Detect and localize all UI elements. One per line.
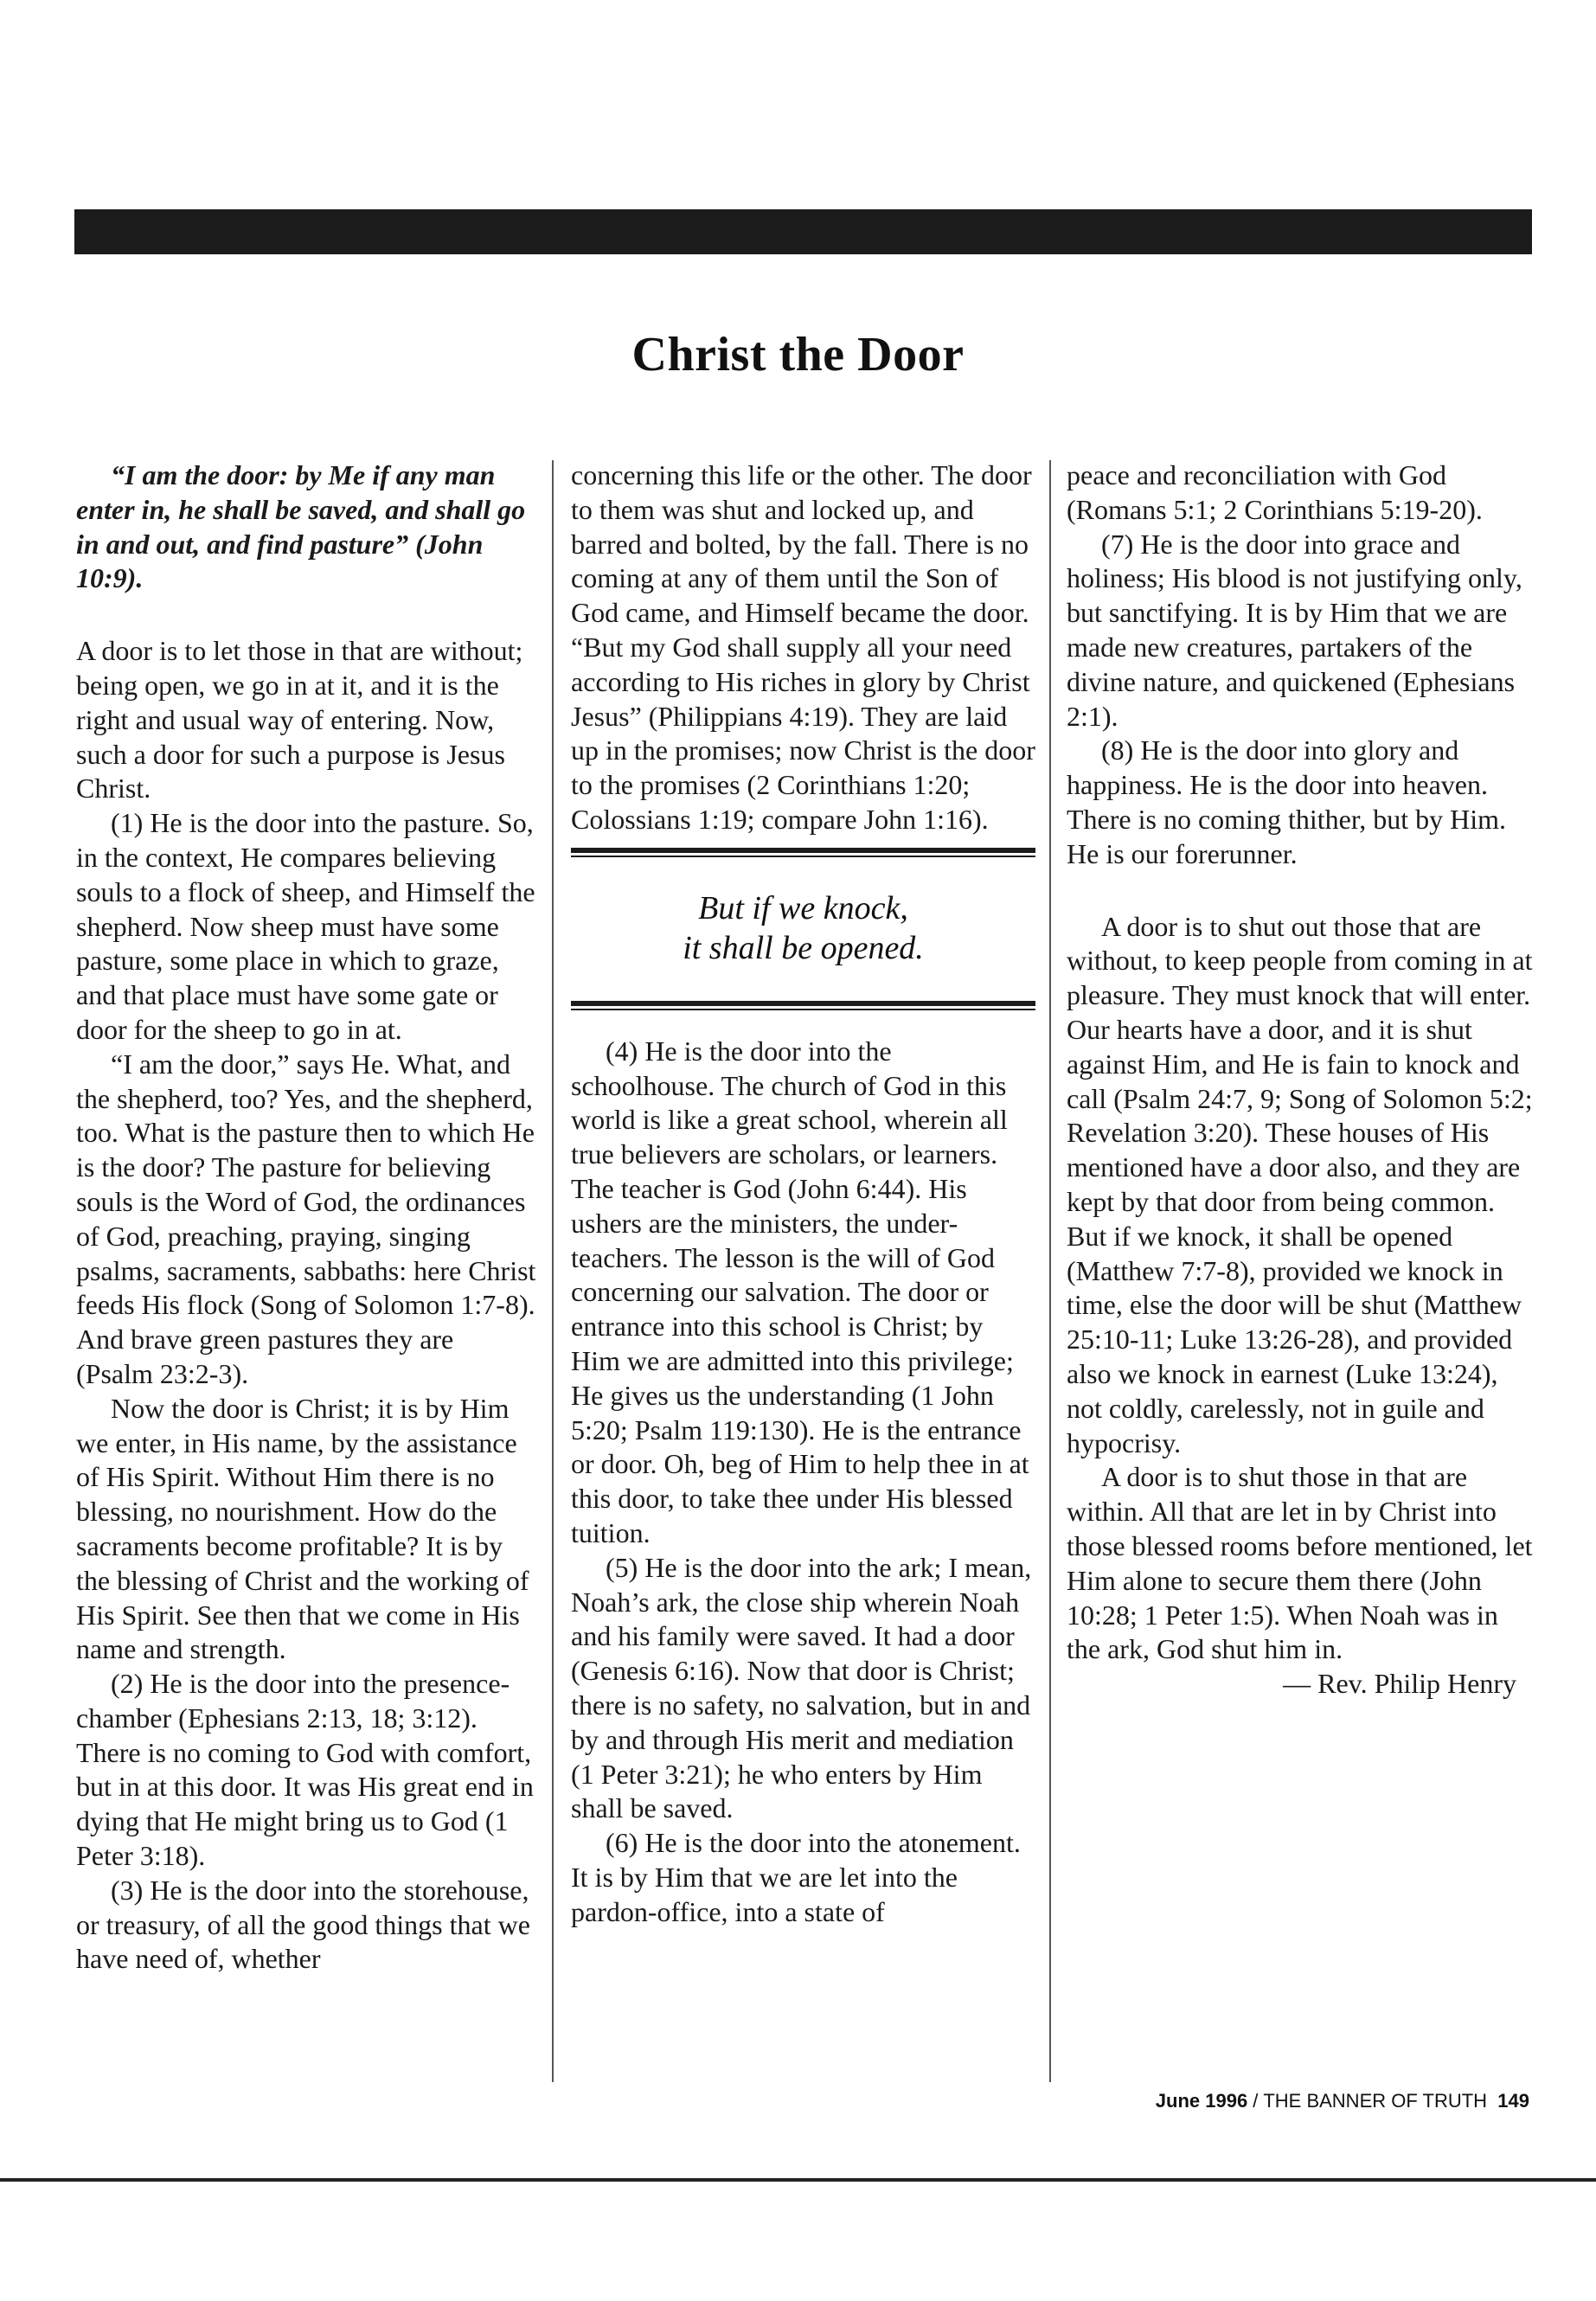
paragraph: peace and reconciliation with God (Romans 5:1; 2 Corinthians 5:19-20).	[1067, 459, 1483, 525]
paragraph: concerning this life or the other. The door to them was shut and locked up, and barred and bolted, by the fall. There is no coming at any of them until the Son of God came, and Himself became the door. “But my God shall supply all your need according to His riches in glory by Christ Jesus” (Philippians 4:19). They are laid up in the promises; now Christ is the door to the promises (2 Corinthians 1:20; Colossians 1:19; compare John 1:16).	[571, 459, 1035, 835]
footer-date: June 1996	[1155, 2090, 1248, 2112]
epigraph: “I am the door: by Me if any man enter in, he shall be saved, and shall go in and out, and find pasture” (John 10:9).	[76, 459, 526, 594]
pull-quote-line: But if we knock,	[698, 889, 908, 926]
column-3	[1067, 458, 1534, 1702]
paragraph: A door is to let those in that are without; being open, we go in at it, and it is the right and usual way of entering. Now, such a door for such a purpose is Jesus Christ.	[76, 635, 523, 804]
footer-publication: THE BANNER OF TRUTH	[1263, 2090, 1488, 2112]
pull-quote-rule-top	[571, 848, 1035, 857]
article-title: Christ the Door	[631, 328, 965, 381]
spacer	[76, 596, 536, 634]
page-footer	[1156, 2090, 1529, 2112]
paragraph: (1) He is the door into the pasture. So, in the context, He compares believing souls to a flock of sheep, and Himself the shepherd. Now sheep must have some pasture, some place in which to graze, and that place must have some gate or door for the sheep to go in at.	[76, 807, 535, 1045]
paragraph: (5) He is the door into the ark; I mean, Noah’s ark, the close ship wherein Noah and his family were saved. It had a door (Genesis 6:16). Now that door is Christ; there is no safety, no salvation, but in and by and through His merit and mediation (1 Peter 3:21); he who enters by Him shall be saved.	[571, 1551, 1032, 1824]
attribution: — Rev. Philip Henry	[1283, 1668, 1516, 1700]
paragraph: (7) He is the door into grace and holiness; His blood is not justifying only, but sanctifying. It is by Him that we are made new creatures, partakers of the divine nature, and quickened (Ephesians 2:1).	[1067, 528, 1522, 732]
footer-separator: /	[1253, 2090, 1259, 2112]
column-divider	[552, 460, 554, 2082]
column-divider	[1049, 460, 1051, 2082]
paragraph: (4) He is the door into the schoolhouse. The church of God in this world is like a great school, wherein all true believers are scholars, or learners. The teacher is God (John 6:44). His ushers are the ministers, the under-teachers. The lesson is the will of God concerning our salvation. The door or entrance into this school is Christ; by Him we are admitted into this privilege; He gives us the understanding (1 John 5:20; Psalm 119:130). He is the entrance or door. Oh, beg of Him to help thee in at this door, to take thee under His blessed tuition.	[571, 1035, 1029, 1548]
spacer	[1067, 872, 1534, 910]
paragraph: “I am the door,” says He. What, and the shepherd, too? Yes, and the shepherd, too. What is the pasture then to which He is the door? The pasture for believing souls is the Word of God, the ordinances of God, preaching, praying, singing psalms, sacraments, sabbaths: here Christ feeds His flock (Song of Solomon 1:7-8). And brave green pastures they are (Psalm 23:2-3).	[76, 1048, 536, 1389]
pull-quote-rule-bottom	[571, 1001, 1035, 1010]
column-1	[76, 458, 536, 1977]
page-number: 149	[1497, 2090, 1529, 2112]
paragraph: Now the door is Christ; it is by Him we enter, in His name, by the assistance of His Spirit. Without Him there is no blessing, no nourishment. How do the sacraments become profitable? It is by the blessing of Christ and the working of His Spirit. See then that we come in His name and strength.	[76, 1392, 529, 1665]
paragraph: (8) He is the door into glory and happiness. He is the door into heaven. There is no coming thither, but by Him. He is our forerunner.	[1067, 734, 1506, 869]
paragraph: (3) He is the door into the storehouse, or treasury, of all the good things that we have need of, whether	[76, 1874, 530, 1975]
paragraph: (6) He is the door into the atonement. It is by Him that we are let into the pardon-office, into a state of	[571, 1827, 1021, 1927]
pull-quote-line: it shall be opened.	[683, 929, 924, 966]
paragraph: A door is to shut those in that are within. All that are let in by Christ into those blessed rooms before mentioned, let Him alone to secure them there (John 10:28; 1 Peter 1:5). When Noah was in the ark, God shut him in.	[1067, 1461, 1533, 1665]
bottom-rule	[0, 2178, 1596, 2182]
paragraph: A door is to shut out those that are without, to keep people from coming in at pleasure. They must knock that will enter. Our hearts have a door, and it is shut against Him, and He is fain to knock and call (Psalm 24:7, 9; Song of Solomon 5:2; Revelation 3:20). These houses of His mentioned have a door also, and they are kept by that door from being common. But if we knock, it shall be opened (Matthew 7:7-8), provided we knock in time, else the door will be shut (Matthew 25:10-11; Luke 13:26-28), and provided also we knock in earnest (Luke 13:24), not coldly, carelessly, not in guile and hypocrisy.	[1067, 910, 1533, 1458]
paragraph: (2) He is the door into the presence-chamber (Ephesians 2:13, 18; 3:12). There is no coming to God with comfort, but in at this door. It was His great end in dying that He might bring us to God (1 Peter 3:18).	[76, 1668, 534, 1872]
column-2	[571, 458, 1035, 1929]
header-bar	[74, 209, 1532, 254]
pull-quote	[571, 888, 1035, 968]
